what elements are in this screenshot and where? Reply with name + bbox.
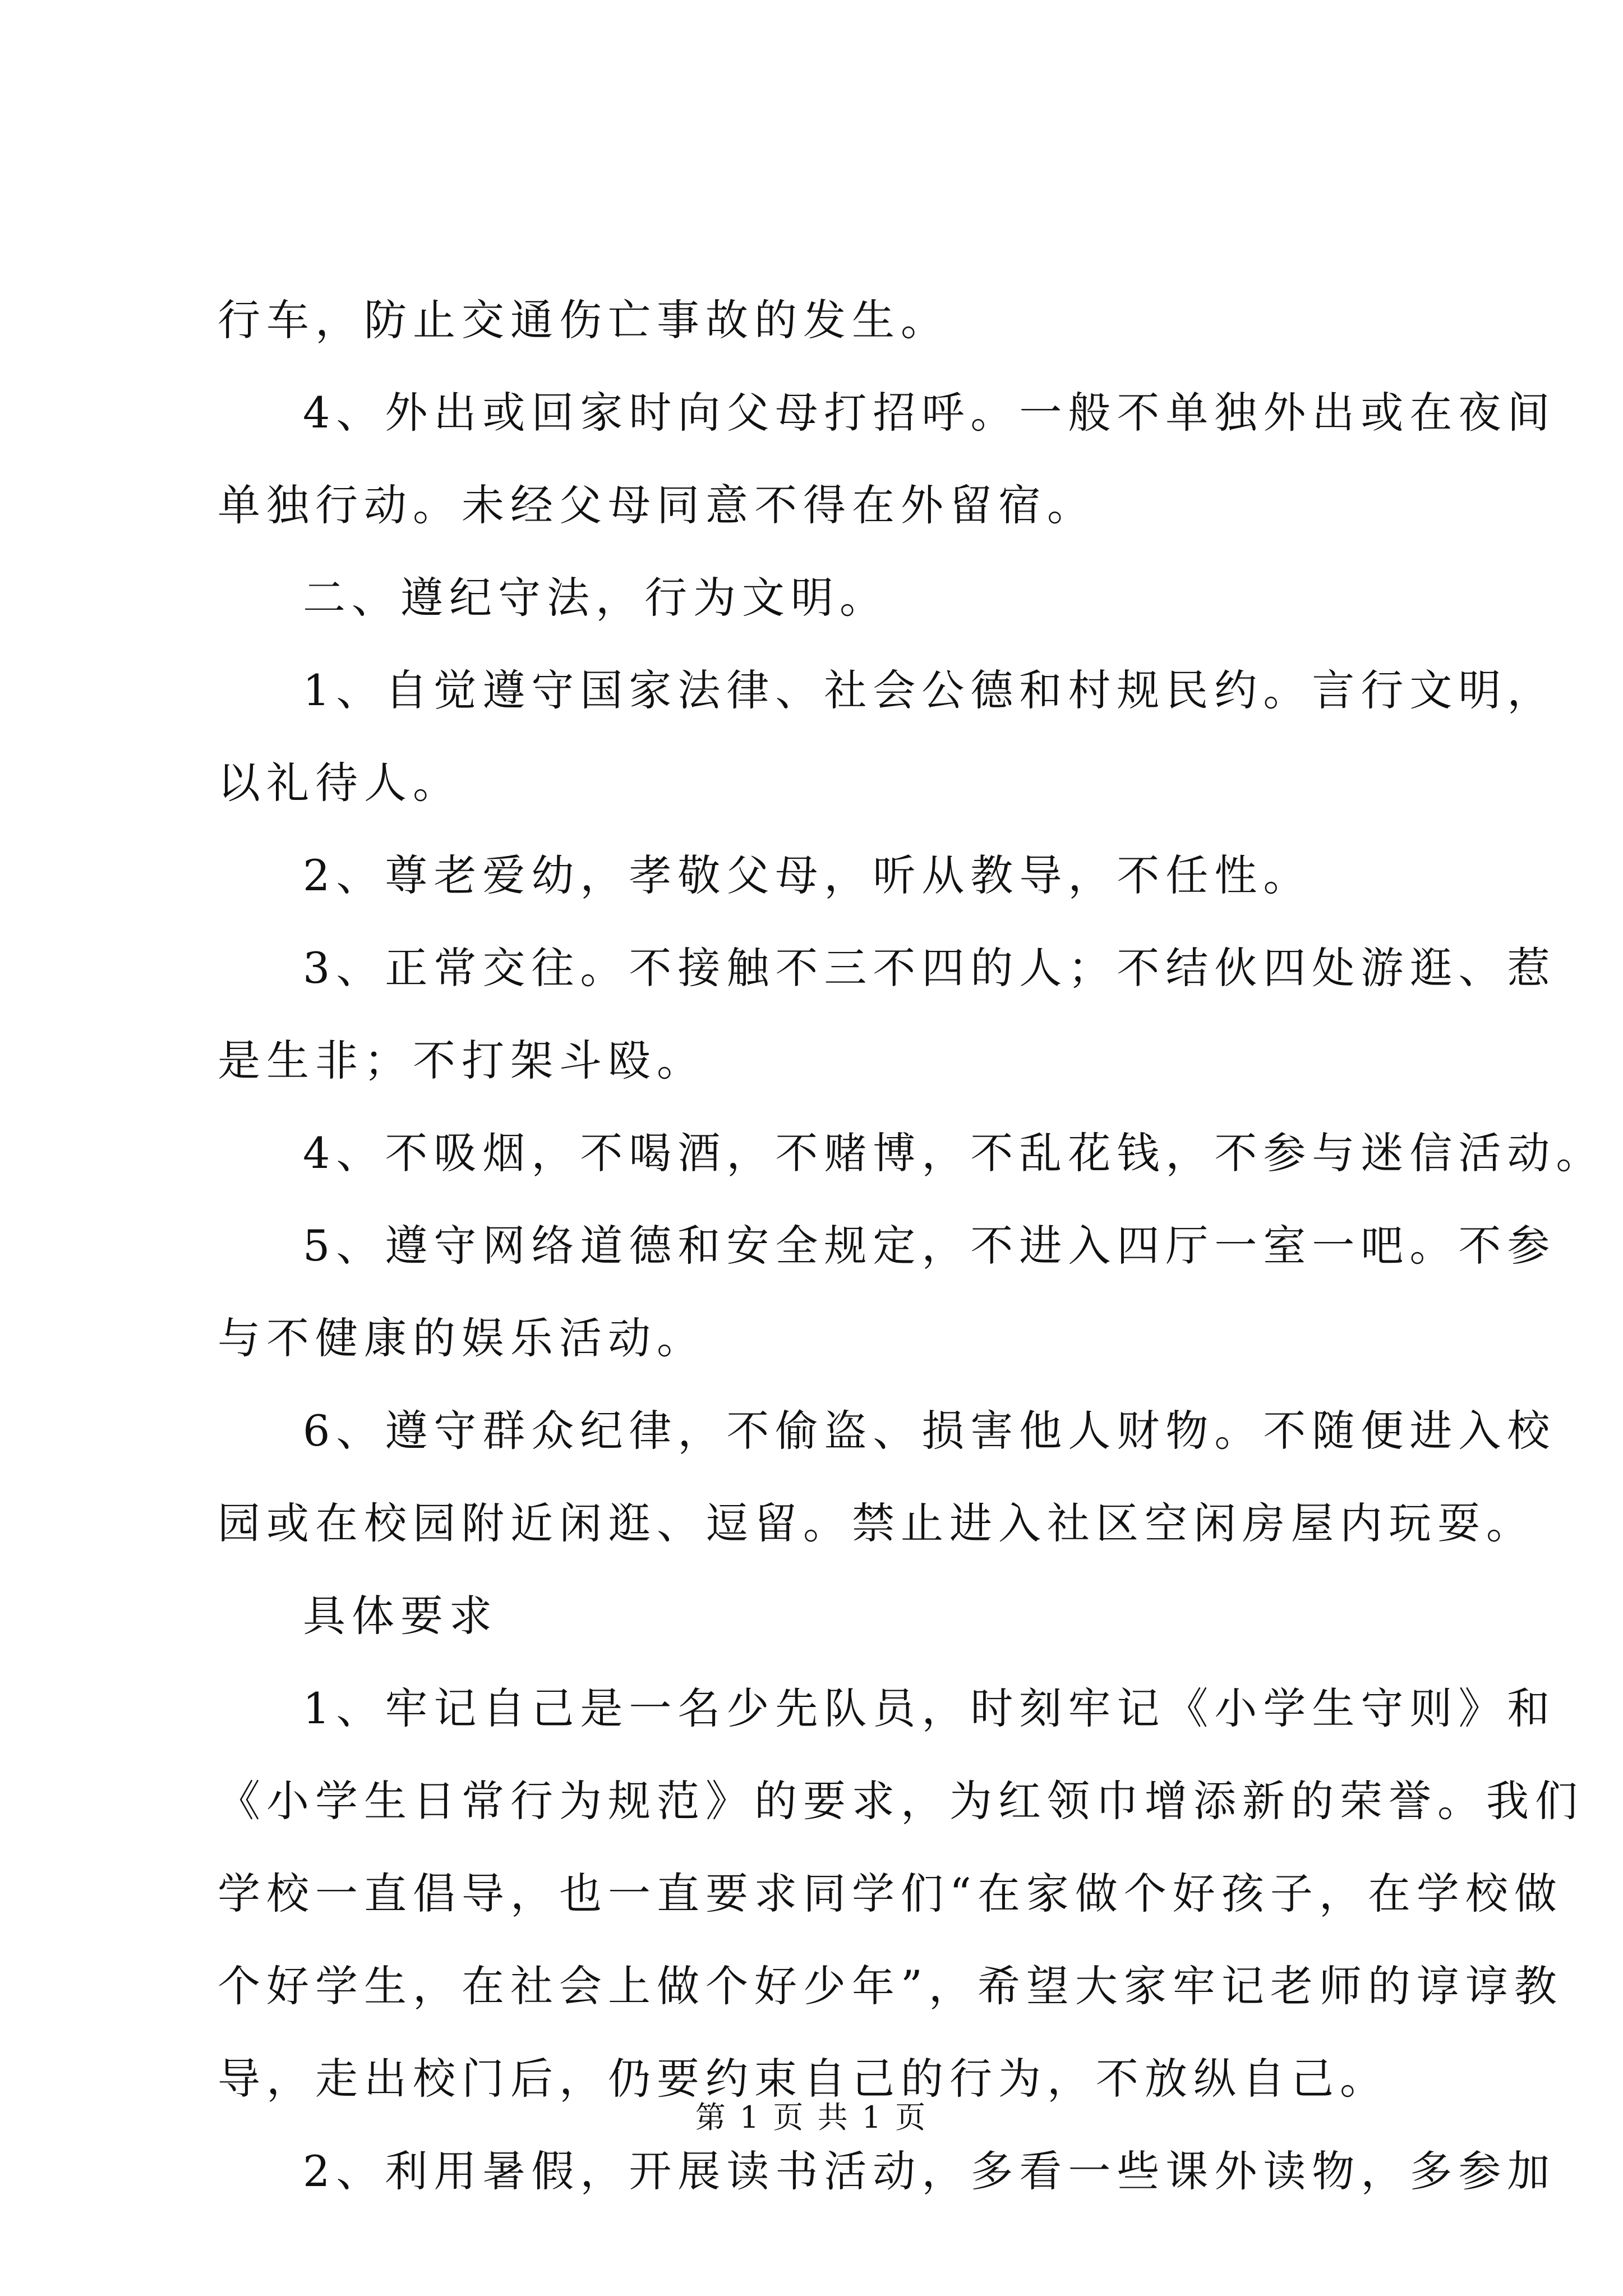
text-line: 以礼待人。 <box>218 758 462 808</box>
text-line: 园或在校园附近闲逛、逗留。禁止进入社区空闲房屋内玩耍。 <box>218 1498 1535 1548</box>
text-line: 2、尊老爱幼，孝敬父母，听从教导，不任性。 <box>303 850 1312 900</box>
text-line: 4、外出或回家时向父母打招呼。一般不单独外出或在夜间 <box>303 388 1556 438</box>
document-body <box>218 274 1605 2217</box>
text-line: 5、遵守网络道德和安全规定，不进入四厅一室一吧。不参 <box>303 1221 1556 1271</box>
text-line: 6、遵守群众纪律，不偷盗、损害他人财物。不随便进入校 <box>303 1406 1556 1456</box>
text-line: 1、自觉遵守国家法律、社会公德和村规民约。言行文明， <box>303 665 1556 715</box>
section-heading: 具体要求 <box>303 1591 498 1641</box>
text-line: 单独行动。未经父母同意不得在外留宿。 <box>218 480 1096 530</box>
page-footer <box>0 2098 1623 2137</box>
text-line: 个好学生，在社会上做个好少年”，希望大家牢记老师的谆谆教 <box>218 1961 1563 2011</box>
text-line: 2、利用暑假，开展读书活动，多看一些课外读物，多参加 <box>303 2146 1556 2196</box>
text-line: 导，走出校门后，仍要约束自己的行为，不放纵自己。 <box>218 2054 1389 2104</box>
section-heading: 二、遵纪守法，行为文明。 <box>303 573 888 623</box>
text-line: 行车，防止交通伤亡事故的发生。 <box>218 295 949 345</box>
text-line: 学校一直倡导，也一直要求同学们“在家做个好孩子，在学校做 <box>218 1869 1563 1918</box>
page-number-label: 第 1 页 共 1 页 <box>695 2100 928 2135</box>
text-line: 1、牢记自己是一名少先队员，时刻牢记《小学生守则》和 <box>303 1683 1556 1733</box>
text-line: 4、不吸烟，不喝酒，不赌博，不乱花钱，不参与迷信活动。 <box>303 1128 1605 1178</box>
text-line: 《小学生日常行为规范》的要求，为红领巾增添新的荣誉。我们 <box>218 1776 1584 1826</box>
text-line: 是生非；不打架斗殴。 <box>218 1036 706 1085</box>
text-line: 3、正常交往。不接触不三不四的人；不结伙四处游逛、惹 <box>303 943 1556 993</box>
text-line: 与不健康的娱乐活动。 <box>218 1313 706 1363</box>
